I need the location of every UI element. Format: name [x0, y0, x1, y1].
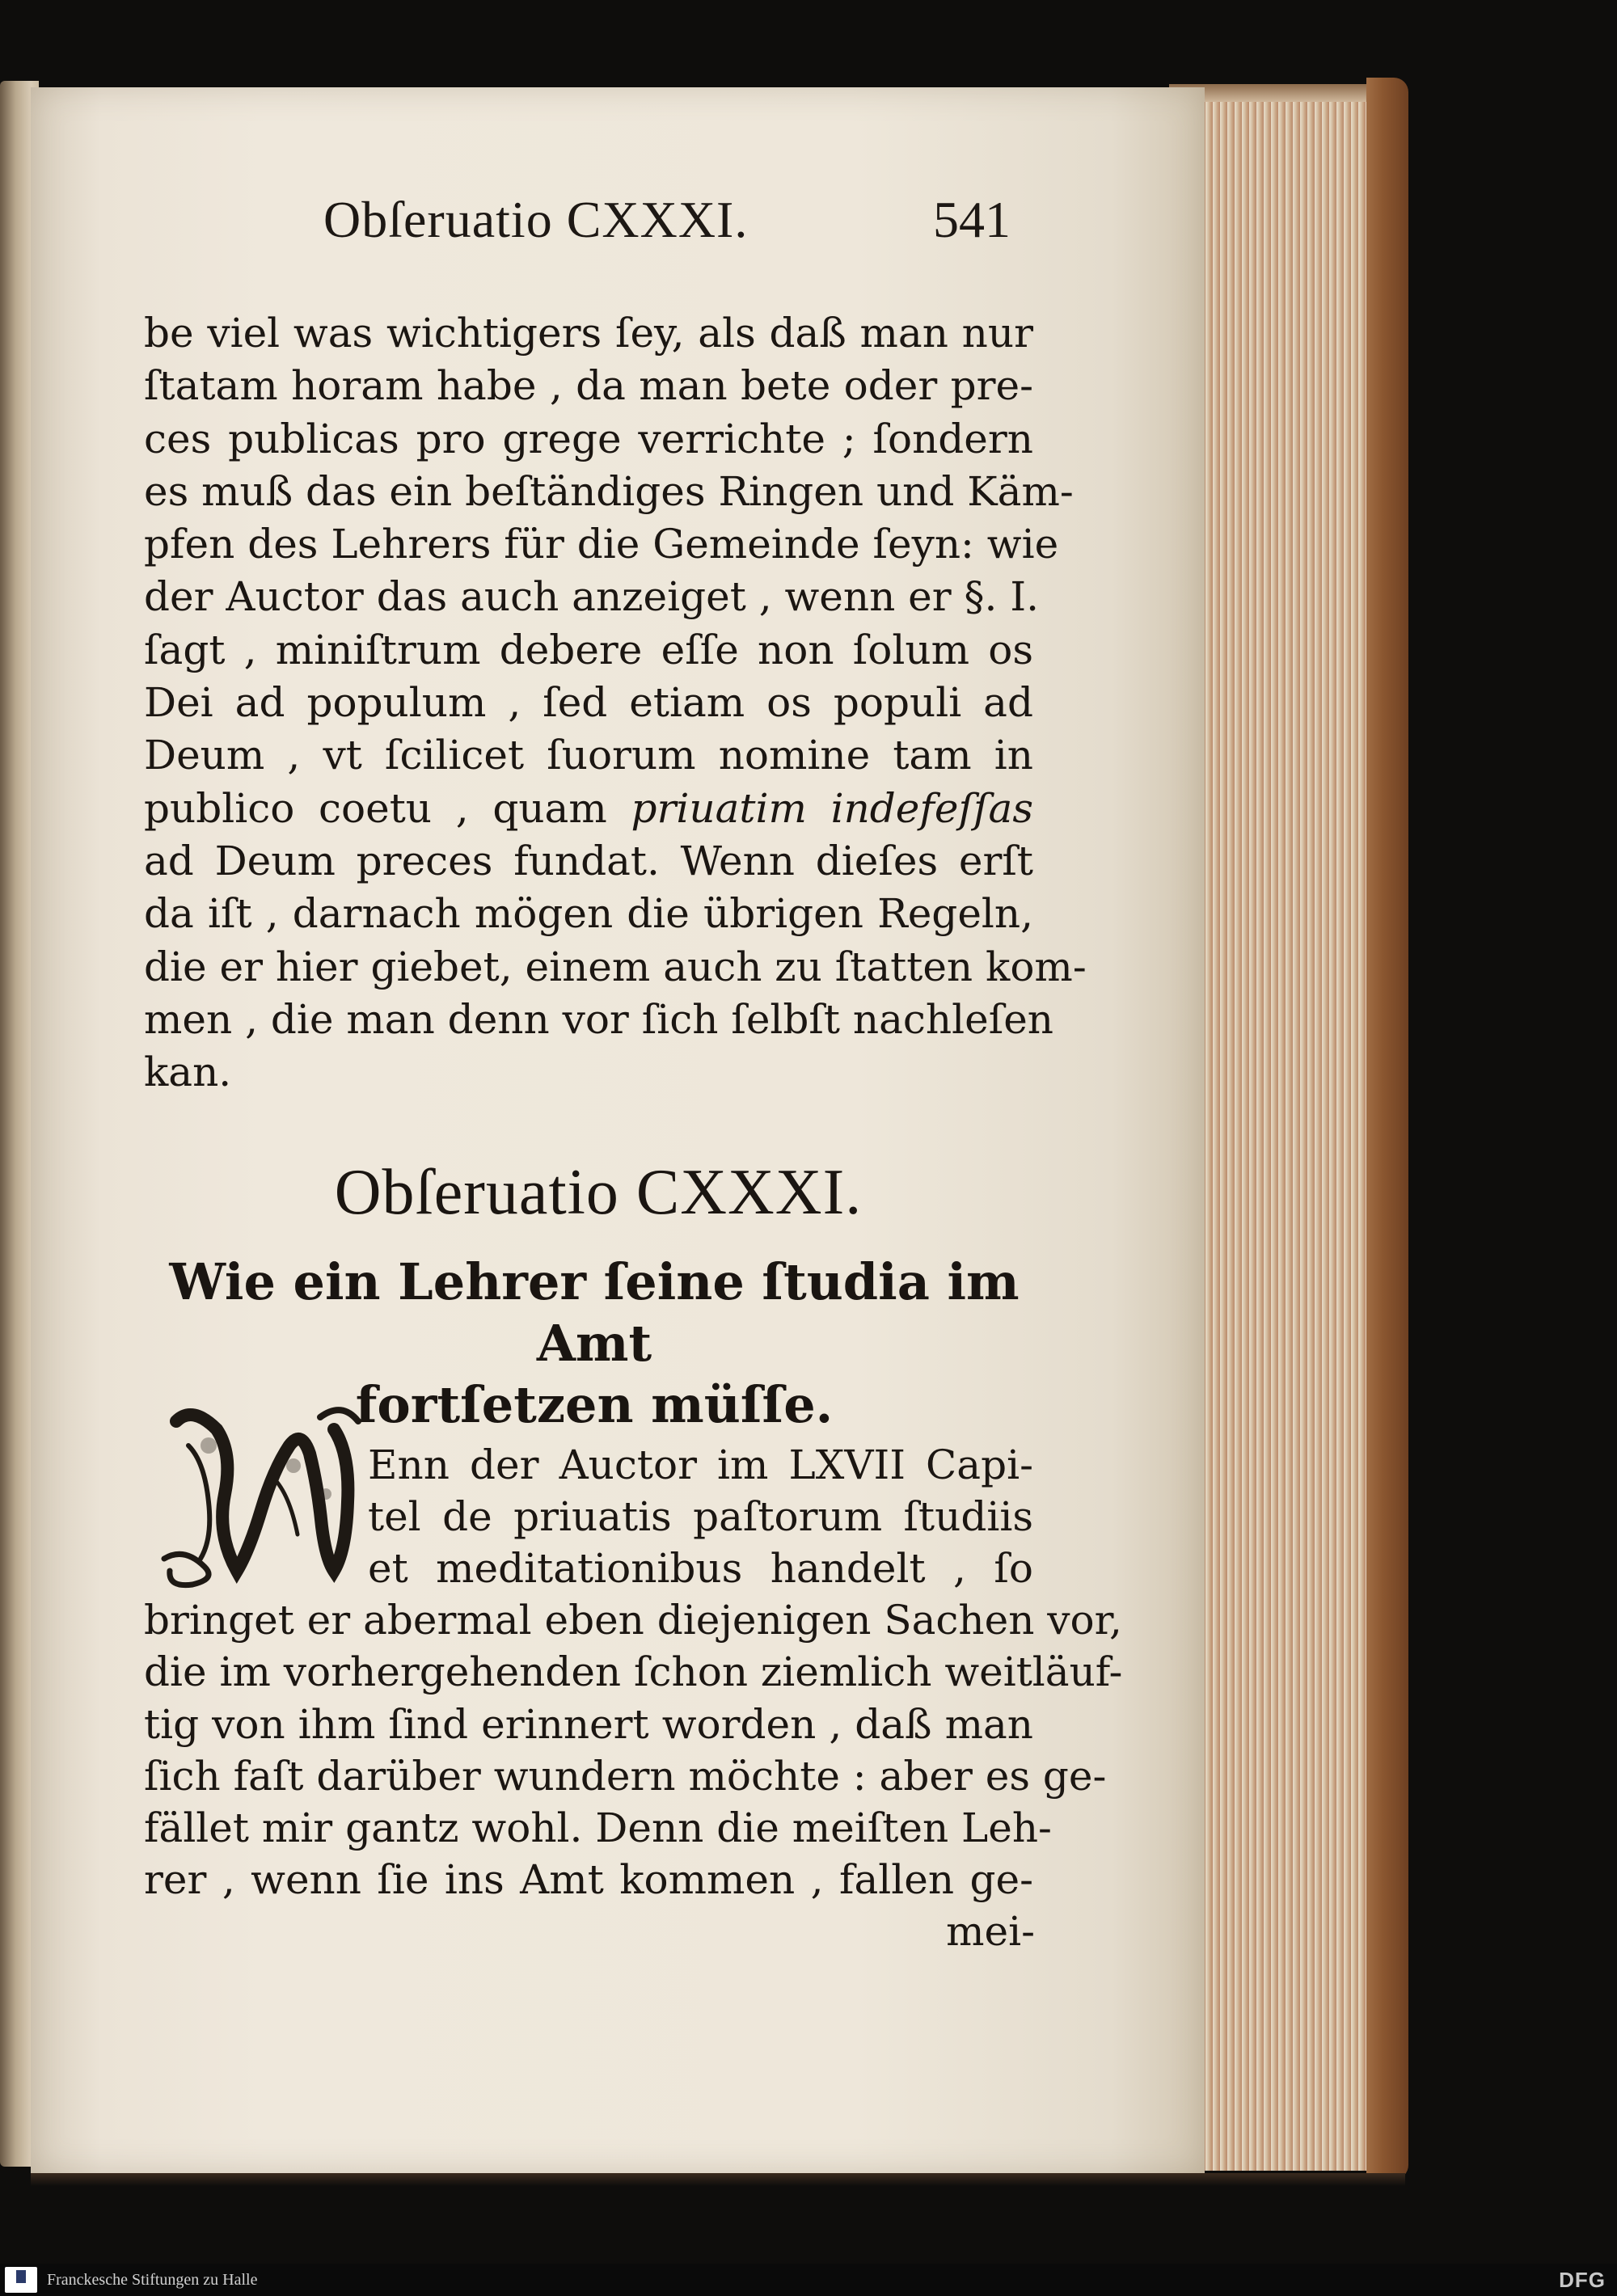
text-line: pfen des Lehrers für die Gemeinde ſeyn: wie — [144, 521, 1059, 568]
text-line: ad Deum preces fundat. Wenn dieſes erſt — [144, 837, 1033, 884]
text-line: die er hier giebet, einem auch zu ſtatten kom- — [144, 943, 1087, 990]
viewer-footer — [0, 2264, 1617, 2296]
text-line: ſich faſt darüber wundern möchte : aber es ge- — [144, 1752, 1107, 1800]
subtitle-line: Wie ein Lehrer ſeine ſtudia im Amt — [169, 1252, 1020, 1373]
text-line: da iſt , darnach mögen die übrigen Regeln, — [144, 890, 1033, 938]
text-line: bringet er abermal eben diejenigen Sachen vor, — [144, 1597, 1122, 1644]
text-line: ſagt , miniſtrum debere eſſe non ſolum os — [144, 626, 1033, 673]
text-line: kan. — [144, 1049, 232, 1096]
header-title: Obſeruatio CXXXI. — [323, 191, 749, 248]
drop-cap-lines — [368, 1439, 1033, 1594]
text-line: tel de priuatis paſtorum ſtudiis — [368, 1493, 1033, 1540]
text-line: be viel was wichtigers ſey, als daß man nur — [144, 310, 1033, 357]
text-line: Dei ad populum , ſed etiam os populi ad — [144, 679, 1033, 727]
decorated-initial — [160, 1397, 362, 1591]
text-line: Deum , vt ſcilicet ſuorum nomine tam in — [144, 732, 1033, 779]
section-title: Obſeruatio CXXXI. — [334, 1157, 863, 1228]
text-segment: publico coetu , quam — [144, 784, 607, 832]
catchword: mei- — [946, 1908, 1035, 1955]
text-line: tig von ihm ſind erinnert worden , daß man — [144, 1700, 1033, 1748]
institution-name: Franckesche Stiftungen zu Halle — [47, 2271, 258, 2289]
page-number: 541 — [933, 191, 1011, 248]
text-line: es muß das ein beſtändiges Ringen und Käm- — [144, 467, 1074, 515]
text-line: der Auctor das auch anzeiget , wenn er §. I. — [144, 573, 1039, 621]
opening-paragraph — [144, 1594, 1123, 1906]
text-line: rer , wenn ſie ins Amt kommen , fallen ge- — [144, 1856, 1033, 1904]
continued-paragraph — [144, 307, 1087, 1099]
text-line: men , die man denn vor ſich ſelbſt nachleſen — [144, 995, 1053, 1043]
text-line: et meditationibus handelt , ſo — [368, 1545, 1033, 1592]
text-line: Enn der Auctor im LXVII Capi- — [368, 1441, 1033, 1488]
italic-text: priuatim indefeſſas — [631, 784, 1033, 832]
text-line — [144, 783, 1033, 835]
text-line: die im vorhergehenden ſchon ziemlich weitläuf- — [144, 1648, 1123, 1696]
running-header — [323, 190, 1011, 263]
subtitle-line: fortſetzen müſſe. — [355, 1375, 834, 1434]
dfg-logo: DFG — [1559, 2268, 1606, 2292]
text-line: fället mir gantz wohl. Denn die meiſten Leh- — [144, 1804, 1052, 1852]
text-line: ſtatam horam habe , da man bete oder pre- — [144, 362, 1033, 410]
institution-logo-icon — [5, 2267, 37, 2293]
text-line: ces publicas pro grege verrichte ; ſondern — [144, 415, 1033, 462]
book-cover-bottom — [31, 2173, 1405, 2186]
book-cover-edge — [1366, 78, 1408, 2180]
